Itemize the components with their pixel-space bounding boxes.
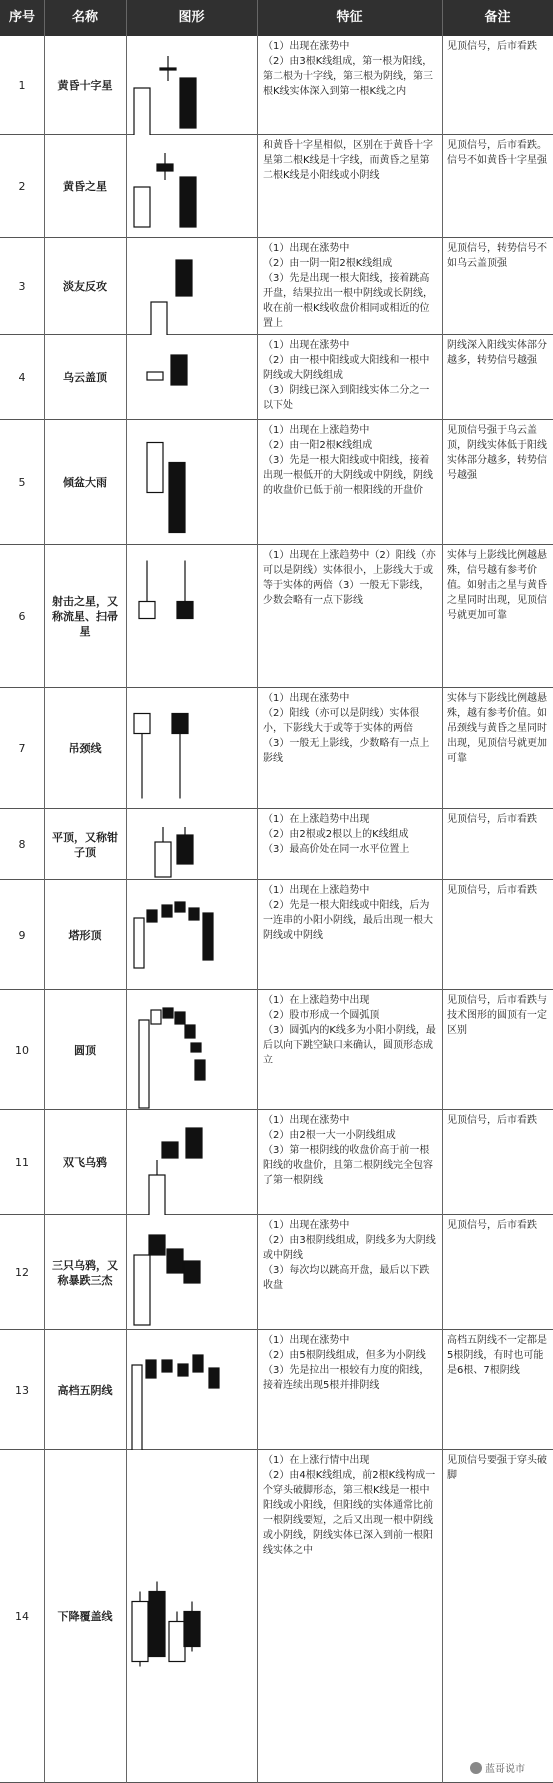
bearish-candle xyxy=(177,835,193,864)
note-line: 见顶信号，后市看跌。信号不如黄昏十字星强 xyxy=(447,140,547,166)
pattern-note xyxy=(442,1330,553,1450)
bullish-candle xyxy=(139,1020,149,1108)
note-line: 见顶信号，后市看跌与技术图形的圆顶有一定区别 xyxy=(447,995,547,1036)
header-num: 序号 xyxy=(8,10,35,25)
note-line: 见顶信号，后市看跌 xyxy=(447,1115,537,1126)
row-number: 11 xyxy=(15,1156,29,1169)
feature-line: （1）出现在上涨趋势中（2）阳线（亦可以是阴线）实体很小，上影线大于或等于实体的两倍（3）一般无下影线，少数会略有一点下影线 xyxy=(263,550,436,606)
pattern-note xyxy=(442,545,553,688)
pattern-figure-icon xyxy=(126,880,257,990)
feature-line: （1）出现在涨势中 xyxy=(263,1115,350,1126)
table-row xyxy=(0,335,553,420)
bullish-candle xyxy=(134,187,150,227)
row-number: 14 xyxy=(15,1610,29,1623)
feature-line: （2）由一阴一阳2根K线组成 xyxy=(263,258,393,269)
bearish-candle xyxy=(167,1249,183,1273)
feature-line: （2）由2根或2根以上的K线组成 xyxy=(263,829,409,840)
pattern-figure-icon xyxy=(126,135,257,238)
note-line: 见顶信号，后市看跌 xyxy=(447,1220,537,1231)
column-divider xyxy=(126,0,127,1783)
bullish-candle xyxy=(134,714,150,734)
watermark-logo-icon xyxy=(470,1762,482,1774)
pattern-features xyxy=(257,990,442,1110)
pattern-name: 倾盆大雨 xyxy=(63,476,107,489)
pattern-note xyxy=(442,809,553,880)
bearish-candle xyxy=(193,1355,203,1372)
pattern-features xyxy=(257,135,442,238)
pattern-figure xyxy=(126,238,257,335)
pattern-figure xyxy=(126,688,257,809)
bullish-candle xyxy=(134,88,150,135)
pattern-features xyxy=(257,36,442,135)
bearish-candle xyxy=(176,260,192,296)
feature-line: （3）圆弧内的K线多为小阳小阴线，最后以向下跳空缺口来确认，圆顶形态成立 xyxy=(263,1025,436,1066)
row-number: 12 xyxy=(15,1266,29,1279)
note-line: 见顶信号，后市看跌 xyxy=(447,41,537,52)
pattern-figure xyxy=(126,1215,257,1330)
bearish-candle xyxy=(162,905,172,917)
table-row xyxy=(0,420,553,545)
row-number: 13 xyxy=(15,1383,29,1397)
row-number: 3 xyxy=(18,280,26,293)
pattern-name: 高档五阴线 xyxy=(57,1383,113,1397)
pattern-features xyxy=(257,1450,442,1783)
note-line: 见顶信号，后市看跌 xyxy=(447,814,537,825)
pattern-note xyxy=(442,688,553,809)
feature-line: （1）在上涨趋势中出现 xyxy=(263,995,370,1006)
bearish-candle xyxy=(163,1008,173,1018)
bearish-candle xyxy=(149,1592,165,1657)
bearish-candle xyxy=(180,177,196,227)
feature-line: （1）出现在上涨趋势中 xyxy=(263,885,370,896)
bearish-candle xyxy=(160,68,176,70)
feature-line: （3）先是出现一根大阳线，接着跳高开盘，结果拉出一根中阴线或长阴线，收在前一根K线收盘价相同或相近的位置上 xyxy=(263,273,433,329)
note-line: 阴线深入阳线实体部分越多，转势信号越强 xyxy=(447,340,547,366)
feature-line: 和黄昏十字星相似，区别在于黄昏十字星第二根K线是十字线，而黄昏之星第二根K线是小阳线或小阴线 xyxy=(263,140,433,181)
feature-line: （1）出现在涨势中 xyxy=(263,243,350,254)
feature-line: （1）出现在涨势中 xyxy=(263,693,350,704)
bearish-candle xyxy=(209,1368,219,1388)
feature-line: （2）股市形成一个圆弧顶 xyxy=(263,1010,380,1021)
column-divider xyxy=(442,0,443,1783)
bullish-candle xyxy=(147,372,163,380)
pattern-note xyxy=(442,1110,553,1215)
feature-line: （3）先是一根大阳线或中阳线，接着出现一根低开的大阴线或中阴线，阴线的收盘价已低于前一根阳线的开盘价 xyxy=(263,455,433,496)
row-number: 6 xyxy=(18,610,26,623)
pattern-figure xyxy=(126,420,257,545)
feature-line: （1）在上涨行情中出现 xyxy=(263,1455,370,1466)
pattern-features xyxy=(257,238,442,335)
pattern-name: 淡友反攻 xyxy=(63,280,107,293)
pattern-figure-icon xyxy=(126,688,257,809)
feature-line: （1）出现在上涨趋势中 xyxy=(263,425,370,436)
note-line: 见顶信号强于乌云盖顶，阴线实体低于阳线实体部分越多，转势信号越强 xyxy=(447,425,547,481)
watermark xyxy=(470,1760,525,1775)
pattern-figure-icon xyxy=(126,1110,257,1215)
feature-line: （2）由一阳2根K线组成 xyxy=(263,440,373,451)
pattern-name: 双飞乌鸦 xyxy=(63,1156,107,1169)
table-row xyxy=(0,809,553,880)
pattern-figure-icon xyxy=(126,335,257,420)
pattern-note xyxy=(442,135,553,238)
feature-line: （2）由3根K线组成，第一根为阳线，第二根为十字线，第三根为阴线，第三根K线实体深入到第一根K线之内 xyxy=(263,56,433,97)
bearish-candle xyxy=(177,602,193,619)
pattern-name: 三只乌鸦，又称暴跌三杰 xyxy=(52,1258,118,1287)
note-line: 见顶信号要强于穿头破脚 xyxy=(447,1455,547,1481)
feature-line: （1）在上涨趋势中出现 xyxy=(263,814,370,825)
pattern-features xyxy=(257,545,442,688)
bullish-candle xyxy=(149,1175,165,1215)
row-number: 1 xyxy=(18,79,26,92)
feature-line: （3）阴线已深入到阳线实体二分之一以下处 xyxy=(263,385,430,411)
pattern-figure-icon xyxy=(126,809,257,880)
row-number: 10 xyxy=(15,1043,29,1057)
pattern-note xyxy=(442,1215,553,1330)
pattern-figure-icon xyxy=(126,1215,257,1330)
table-row xyxy=(0,1110,553,1215)
bearish-candle xyxy=(185,1025,195,1038)
bearish-candle xyxy=(172,714,188,734)
bearish-candle xyxy=(178,1364,188,1376)
header-note: 备注 xyxy=(484,10,511,25)
bearish-candle xyxy=(149,1235,165,1255)
row-number: 9 xyxy=(18,928,26,942)
header-feature: 特征 xyxy=(336,10,363,25)
pattern-name: 射击之星，又称流星、扫帚星 xyxy=(52,595,118,638)
bullish-candle xyxy=(132,1602,148,1662)
pattern-name: 下降覆盖线 xyxy=(57,1610,113,1623)
row-number: 4 xyxy=(18,371,26,384)
pattern-features xyxy=(257,335,442,420)
pattern-note xyxy=(442,335,553,420)
pattern-figure-icon xyxy=(126,1330,257,1450)
pattern-figure-icon xyxy=(126,36,257,135)
table-row xyxy=(0,880,553,990)
table-row xyxy=(0,1450,553,1783)
table-row xyxy=(0,1330,553,1450)
bearish-candle xyxy=(191,1043,201,1052)
row-number: 2 xyxy=(18,180,26,193)
table-row xyxy=(0,238,553,335)
feature-line: （2）由5根阴线组成，但多为小阴线 xyxy=(263,1350,426,1361)
bearish-candle xyxy=(162,1360,172,1372)
table-row xyxy=(0,990,553,1110)
note-line: 见顶信号，转势信号不如乌云盖顶强 xyxy=(447,243,547,269)
pattern-figure-icon xyxy=(126,420,257,545)
bearish-candle xyxy=(180,78,196,128)
feature-line: （3）第一根阴线的收盘价高于前一根阳线的收盘价，且第二根阴线完全包容了第一根阴线 xyxy=(263,1145,433,1186)
feature-line: （3）一般无上影线，少数略有一点上影线 xyxy=(263,738,430,764)
bearish-candle xyxy=(195,1060,205,1080)
pattern-figure-icon xyxy=(126,545,257,688)
bearish-candle xyxy=(184,1612,200,1647)
feature-line: （3）每次均以跳高开盘，最后以下跌收盘 xyxy=(263,1265,430,1291)
pattern-figure xyxy=(126,990,257,1110)
pattern-figure xyxy=(126,1450,257,1783)
note-line: 实体与下影线比例越悬殊，越有参考价值。如吊颈线与黄昏之星同时出现，见顶信号就更加可靠 xyxy=(447,693,547,764)
pattern-name: 吊颈线 xyxy=(68,742,102,755)
feature-line: （2）由3根阴线组成，阴线多为大阴线或中阴线 xyxy=(263,1235,436,1261)
pattern-figure xyxy=(126,1110,257,1215)
bullish-candle xyxy=(132,1365,142,1450)
pattern-figure xyxy=(126,880,257,990)
pattern-note xyxy=(442,420,553,545)
header-name: 名称 xyxy=(71,10,98,25)
bearish-candle xyxy=(169,463,185,533)
pattern-name: 乌云盖顶 xyxy=(63,371,107,384)
feature-line: （2）由2根一大一小阴线组成 xyxy=(263,1130,396,1141)
bearish-candle xyxy=(184,1261,200,1283)
pattern-name: 圆顶 xyxy=(74,1043,96,1057)
bearish-candle xyxy=(146,1360,156,1378)
pattern-name: 黄昏十字星 xyxy=(57,79,113,92)
feature-line: （3）最高价处在同一水平位置上 xyxy=(263,844,410,855)
bearish-candle xyxy=(175,1012,185,1024)
table-row xyxy=(0,1215,553,1330)
bearish-candle xyxy=(171,355,187,385)
table-row xyxy=(0,36,553,135)
bearish-candle xyxy=(157,164,173,171)
pattern-note xyxy=(442,238,553,335)
pattern-figure xyxy=(126,135,257,238)
bullish-candle xyxy=(155,842,171,877)
row-number: 8 xyxy=(18,838,26,851)
table-header xyxy=(0,0,553,36)
bearish-candle xyxy=(189,908,199,920)
pattern-name: 平顶，又称钳子顶 xyxy=(52,830,118,859)
header-figure: 图形 xyxy=(178,10,205,25)
feature-line: （2）先是一根大阳线或中阳线，后为一连串的小阳小阴线，最后出现一根大阴线或中阴线 xyxy=(263,900,433,941)
pattern-note xyxy=(442,990,553,1110)
note-line: 高档五阴线不一定都是5根阴线，有时也可能是6根、7根阴线 xyxy=(447,1335,547,1376)
column-divider xyxy=(44,0,45,1783)
bearish-candle xyxy=(186,1128,202,1158)
bullish-candle xyxy=(147,443,163,493)
watermark-text: 蓝哥说市 xyxy=(485,1764,525,1775)
bullish-candle xyxy=(134,918,144,968)
bullish-candle xyxy=(134,1255,150,1325)
table-row xyxy=(0,545,553,688)
bullish-candle xyxy=(169,1622,185,1662)
pattern-figure-icon xyxy=(126,238,257,335)
pattern-figure xyxy=(126,36,257,135)
pattern-note xyxy=(442,1450,553,1783)
pattern-name: 黄昏之星 xyxy=(63,180,107,193)
pattern-figure-icon xyxy=(126,1450,257,1783)
pattern-features xyxy=(257,688,442,809)
pattern-features xyxy=(257,1330,442,1450)
pattern-figure xyxy=(126,809,257,880)
pattern-features xyxy=(257,1215,442,1330)
feature-line: （1）出现在涨势中 xyxy=(263,340,350,351)
pattern-features xyxy=(257,420,442,545)
pattern-figure xyxy=(126,335,257,420)
bullish-candle xyxy=(151,302,167,335)
feature-line: （1）出现在涨势中 xyxy=(263,41,350,52)
note-line: 见顶信号，后市看跌 xyxy=(447,885,537,896)
bearish-candle xyxy=(147,910,157,922)
note-line: 实体与上影线比例越悬殊，信号越有参考价值。如射击之星与黄昏之星同时出现，见顶信号就更加可靠 xyxy=(447,550,547,621)
feature-line: （1）出现在涨势中 xyxy=(263,1335,350,1346)
pattern-figure xyxy=(126,1330,257,1450)
row-number: 7 xyxy=(18,742,26,755)
bullish-candle xyxy=(151,1010,161,1024)
row-number: 5 xyxy=(18,476,26,489)
table-row xyxy=(0,135,553,238)
pattern-figure xyxy=(126,545,257,688)
pattern-features xyxy=(257,809,442,880)
bearish-candle xyxy=(175,902,185,912)
pattern-note xyxy=(442,36,553,135)
feature-line: （1）出现在涨势中 xyxy=(263,1220,350,1231)
bullish-candle xyxy=(139,602,155,619)
feature-line: （3）先是拉出一根较有力度的阳线，接着连续出现5根并排阴线 xyxy=(263,1365,430,1391)
column-divider xyxy=(257,0,258,1783)
table-row xyxy=(0,688,553,809)
pattern-note xyxy=(442,880,553,990)
pattern-name: 塔形顶 xyxy=(68,928,102,942)
bearish-candle xyxy=(162,1142,178,1158)
feature-line: （2）由4根K线组成，前2根K线构成一个穿头破脚形态，第三根K线是一根中阳线或小阳线，但阳线的实体通常比前一根阴线要短，之后又出现一根中阴线或小阴线，阴线实体已深入到前一根阳线实体之中 xyxy=(263,1470,436,1556)
pattern-features xyxy=(257,880,442,990)
feature-line: （2）由一根中阳线或大阳线和一根中阴线或大阴线组成 xyxy=(263,355,430,381)
pattern-features xyxy=(257,1110,442,1215)
bearish-candle xyxy=(203,913,213,960)
pattern-figure-icon xyxy=(126,990,257,1110)
feature-line: （2）阳线（亦可以是阴线）实体很小，下影线大于或等于实体的两倍 xyxy=(263,708,420,734)
